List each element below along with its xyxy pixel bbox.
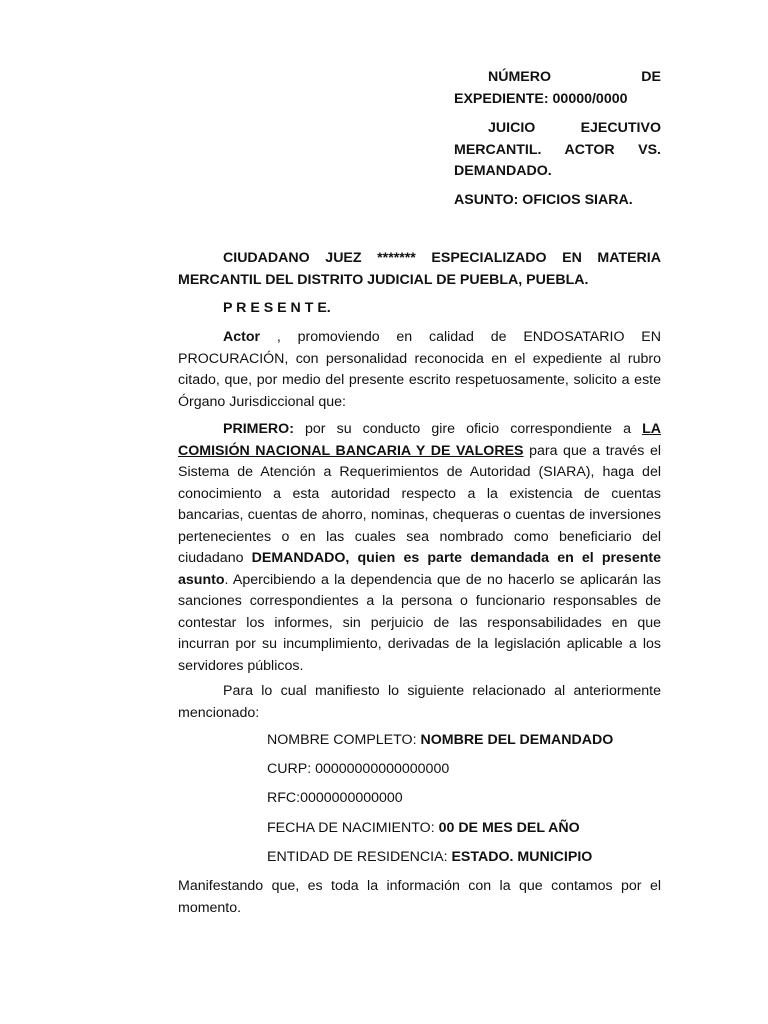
entidad-label: ENTIDAD DE RESIDENCIA:	[267, 849, 452, 865]
entity-name: LA COMISIÓN NACIONAL BANCARIA Y DE VALORES	[178, 421, 661, 459]
juicio-line-3: DEMANDADO.	[454, 163, 552, 179]
asunto-line: ASUNTO: OFICIOS SIARA.	[454, 192, 633, 208]
field-nombre	[267, 730, 613, 752]
juicio-line-1: JUICIO EJECUTIVO	[488, 120, 661, 136]
fecha-value: 00 DE MES DEL AÑO	[438, 820, 580, 836]
primero-paragraph	[178, 419, 661, 677]
addressee-line: CIUDADANO JUEZ ******* ESPECIALIZADO EN MATERIA MERCANTIL DEL DISTRITO JUDICIAL DE PUEBLA, PUEBLA.	[178, 250, 661, 288]
field-fecha	[267, 818, 580, 840]
expediente-line-1: NÚMERO DE	[488, 69, 661, 85]
para-paragraph	[178, 681, 661, 724]
juicio-line-2: MERCANTIL. ACTOR VS.	[454, 142, 661, 158]
intro-text: , promoviendo en calidad de ENDOSATARIO EN PROCURACIÓN, con personalidad reconocida en el expediente al rubro citado, que, por medio del presente escrito respetuosamente, solicito a este Órgano Jurisdiccional que:	[178, 329, 661, 410]
entidad-value: ESTADO. MUNICIPIO	[451, 849, 593, 865]
actor-label: Actor	[223, 329, 261, 345]
presente-block	[178, 298, 661, 320]
presente: P R E S E N T E.	[223, 300, 331, 316]
primero-text-3: . Apercibiendo a la dependencia que de no hacerlo se aplicarán las sanciones correspondientes a la persona o funcionario responsables de contestar los informes, sin perjuicio de las responsabilidades en que incurran por su incumplimiento, derivadas de la legislación aplicable a los servidores públicos.	[178, 571, 661, 674]
nombre-value: NOMBRE DEL DEMANDADO	[420, 732, 614, 748]
addressee	[178, 248, 661, 291]
primero-text-1: por su conducto gire oficio correspondiente a	[293, 421, 643, 437]
field-curp: CURP: 00000000000000000	[267, 761, 450, 777]
primero-label: PRIMERO:	[223, 421, 294, 437]
fecha-label: FECHA DE NACIMIENTO:	[267, 820, 439, 836]
field-entidad	[267, 847, 592, 869]
field-rfc: RFC:0000000000000	[267, 790, 403, 806]
intro-paragraph	[178, 327, 661, 413]
closing-paragraph	[178, 876, 661, 919]
expediente-line-2: EXPEDIENTE: 00000/0000	[454, 91, 628, 107]
closing-text: Manifestando que, es toda la información con la que contamos por el momento.	[178, 878, 661, 916]
demandado-bold: DEMANDADO, quien es parte demandada en el presente asunto	[178, 550, 661, 588]
para-text: Para lo cual manifiesto lo siguiente relacionado al anteriormente mencionado:	[178, 683, 661, 721]
primero-text-2: para que a través el Sistema de Atención a Requerimientos de Autoridad (SIARA), haga del conocimiento a esta autoridad respecto a la existencia de cuentas bancarias, cuentas de ahorro, nominas, chequeras o cuentas de inversiones pertenecientes o en las cuales sea nombrado como beneficiario del ciudadano	[178, 442, 661, 566]
nombre-label: NOMBRE COMPLETO:	[267, 732, 421, 748]
